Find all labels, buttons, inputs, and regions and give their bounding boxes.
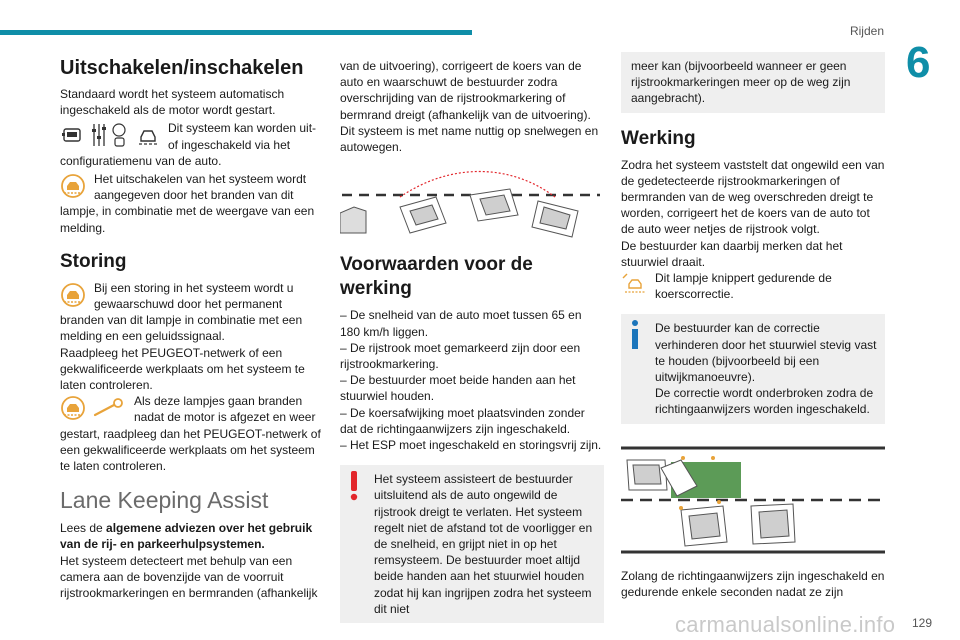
list-item: – De koersafwijking moet plaatsvinden zonder dat de richtingaanwijzers zijn ingeschakeld. xyxy=(340,405,585,436)
paragraph: Zolang de richtingaanwijzers zijn ingeschakeld en gedurende enkele seconden nadat ze zijn xyxy=(621,568,885,600)
page-number: 129 xyxy=(912,616,933,630)
watermark: carmanualsonline.info xyxy=(675,612,896,637)
column-1 xyxy=(60,52,324,601)
info-box xyxy=(621,314,885,423)
warning-lamps xyxy=(60,393,126,423)
column-2 xyxy=(340,58,604,623)
paragraph: Dit systeem is met name nuttig op snelwegen en autowegen. xyxy=(340,123,599,155)
chapter-number: 6 xyxy=(906,38,931,87)
lane-warning-icon xyxy=(60,395,86,421)
heading-uitschakelen: Uitschakelen/inschakelen xyxy=(60,57,304,79)
list-item: – De snelheid van de auto moet tussen 65 en 180 km/h liggen. xyxy=(340,308,582,339)
warning-box-continued xyxy=(621,52,885,113)
warning-text: Het systeem assisteert de bestuurder uitsluitend als de auto ongewild de rijstrook dreigt te verlaten. Het systeem regelt niet de afstand tot de voorligger en de snelheid, en grijpt niet in op het remsysteem. De bestuurder moet altijd beide handen aan het stuurwiel houden zodat hij kan ingrijpen zodra het systeem dit niet xyxy=(374,472,593,616)
settings-menu-icon xyxy=(90,121,130,149)
lane-warning-icon xyxy=(60,282,86,308)
list-item: – De rijstrook moet gemarkeerd zijn door een rijstrookmarkering. xyxy=(340,340,581,372)
lane-car-icon xyxy=(136,123,160,147)
lane-correction-illustration xyxy=(621,446,885,554)
icon-paragraph xyxy=(621,270,885,302)
paragraph: Het uitschakelen van het systeem wordt aangegeven door het branden van dit lampje, in combinatie met de weergave van een melding. xyxy=(60,172,315,235)
heading-voorwaarden: Voorwaarden voor de werking xyxy=(340,254,533,300)
warning-lamp xyxy=(60,280,86,310)
paragraph xyxy=(60,520,324,552)
info-text: De correctie wordt onderbroken zodra de richtingaanwijzers worden ingeschakeld. xyxy=(655,386,874,417)
paragraph: van de uitvoering), corrigeert de koers van de auto en waarschuwt de bestuurder zodra overschrijding van de rijstrookmarkering of bermrand dreigt (afhankelijk van de uitvoering). xyxy=(340,59,591,122)
warning-lamp xyxy=(60,171,86,201)
list-item: – Het ESP moet ingeschakeld en storingsvrij zijn. xyxy=(340,438,602,453)
warning-text: meer kan (bijvoorbeeld wanneer er geen rijstrookmarkeringen meer op de weg zijn aangebracht). xyxy=(631,59,851,106)
text-bold: algemene adviezen over het gebruik van de rij- en parkeerhulpsystemen. xyxy=(60,521,313,552)
warning-lamp xyxy=(621,270,647,300)
heading-lane-keeping-assist: Lane Keeping Assist xyxy=(60,487,269,514)
icon-paragraph xyxy=(60,171,324,236)
lane-drift-illustration xyxy=(340,167,604,243)
info-icon xyxy=(630,320,640,350)
icon-paragraph xyxy=(60,393,324,474)
paragraph: De bestuurder kan daarbij merken dat het stuurwiel draait. xyxy=(621,238,843,269)
list-item: – De bestuurder moet beide handen aan het stuurwiel houden. xyxy=(340,373,576,404)
warning-box xyxy=(340,465,604,623)
car-drift-illustration xyxy=(340,167,602,239)
wrench-icon xyxy=(92,397,126,419)
text-fragment: Lees de xyxy=(60,521,107,536)
paragraph: Dit systeem kan worden uit- of ingeschakeld via het configuratiemenu van de auto. xyxy=(60,121,317,168)
exclamation-icon xyxy=(349,471,359,501)
column-3 xyxy=(621,52,885,600)
icon-paragraph xyxy=(60,280,324,345)
paragraph: Standaard wordt het systeem automatisch ingeschakeld als de motor wordt gestart. xyxy=(60,87,285,118)
paragraph: Bij een storing in het systeem wordt u gewaarschuwd door het permanent branden van dit lampje in combinatie met een melding en een geluidssignaal. xyxy=(60,280,303,344)
paragraph: Als deze lampjes gaan branden nadat de motor is afgezet en weer gestart, raadpleeg dan het PEUGEOT-netwerk of een gekwalificeerde werkplaats om het systeem te laten controleren. xyxy=(60,394,321,474)
icon-paragraph xyxy=(60,120,324,169)
lane-warning-icon xyxy=(621,272,647,298)
paragraph: Dit lampje knippert gedurende de koerscorrectie. xyxy=(655,271,832,302)
heading-storing: Storing xyxy=(60,250,127,272)
paragraph: Het systeem detecteert met behulp van een camera aan de bovenzijde van de voorruit rijstrookmarkeringen en bermranden (afhankelijk xyxy=(60,553,318,601)
lane-warning-icon xyxy=(60,173,86,199)
paragraph: Raadpleeg het PEUGEOT-netwerk of een gekwalificeerde werkplaats om het systeem te laten controleren. xyxy=(60,345,305,393)
heading-werking: Werking xyxy=(621,127,696,149)
info-text: De bestuurder kan de correctie verhinderen door het stuurwiel stevig vast te houden (bijvoorbeeld bij een uitwijkmanoeuvre). xyxy=(655,321,877,385)
header-bar xyxy=(0,30,472,35)
car-menu-icon xyxy=(60,123,84,147)
section-title: Rijden xyxy=(849,24,884,38)
menu-icons xyxy=(60,120,160,150)
lane-correction-illustration xyxy=(621,446,885,558)
paragraph: Zodra het systeem vaststelt dat ongewild een van de gedetecteerde rijstrookmarkeringen of bermranden van de weg overschreden dreigt te worden, corrigeert het de koers van de auto tot de auto weer netjes de rijstrook volgt. xyxy=(621,157,885,237)
